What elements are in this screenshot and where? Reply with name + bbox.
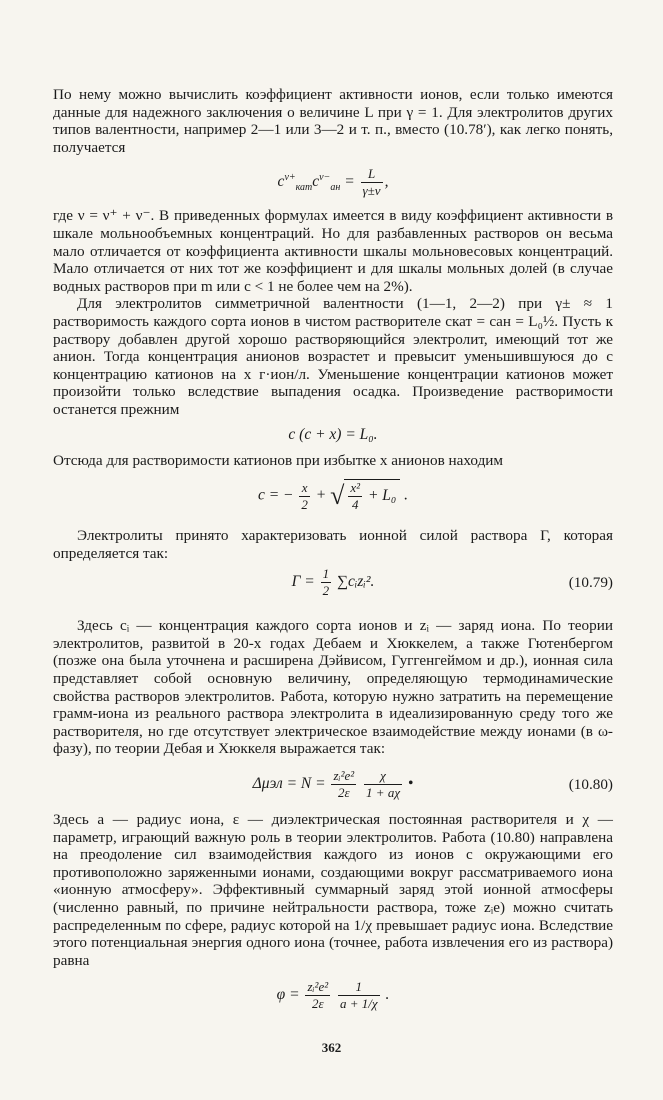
- formula-potential-energy: φ = $\frac{\text{zᵢ²e²}}{2\varepsilon}$ $\frac{1}{a + 1/\chi}$ .: [276, 979, 390, 1012]
- fraction: $\frac{L}{\gamma\pm\nu}$: [362, 166, 381, 199]
- fraction: $\frac{x}{2}$: [301, 479, 308, 512]
- paragraph-6: Здесь cᵢ — концентрация каждого сорта ионов и zᵢ — заряд иона. По теории электролитов, развитой в 20-х годах Дебаем и Хюккелем, а также Гютенбергом (позже она была уточнена и расширена Дэйвисом, Гуггенгеймом и др.), ионная сила представляет собой основную величину, определяющую термодинамические свойства растворов электролитов. Работа, которую нужно затратить на перемещение грамм-иона из реального раствора электролита в идеализированную среду того же растворителя, но где отсутствует электрическое взаимодействие между ионами (в ω-фазу), по теории Дебая и Хюккеля выражается так:: [53, 617, 613, 758]
- formula-cation-solubility: c = − $\frac{x}{2}$ + √ $\frac{\text{x²}}{4}$ + L₀ .: [257, 479, 409, 513]
- radical-sign-icon: √: [330, 481, 345, 511]
- square-root: √ $\frac{\text{x²}}{4}$ + L₀: [330, 479, 400, 513]
- paragraph-1: По нему можно вычислить коэффициент активности ионов, если только имеются данные для надежного заключения о величине L при γ = 1. Для электролитов других типов валентности, например 2—1 или 3—2 и т. п., вместо (10.78′), как легко понять, получается: [53, 86, 613, 156]
- formula-work-debye-huckel: Δμэл = N = $\frac{\text{zᵢ²e²}}{2\varepsilon}$ $\frac{\chi}{1 + a\chi}$ • (10.80): [252, 768, 613, 801]
- equation-number: (10.79): [568, 573, 613, 591]
- formula-ionic-strength: Γ = $\frac{1}{2}$ ∑cᵢzᵢ². (10.79): [291, 566, 613, 599]
- fraction: $\frac{\text{zᵢ²e²}}{2\varepsilon}$: [333, 768, 355, 801]
- fraction: $\frac{1}{2}$: [322, 566, 330, 599]
- paragraph-4: Отсюда для растворимости катионов при избытке x анионов находим: [53, 451, 504, 469]
- fraction: $\frac{\text{x²}}{4}$: [350, 480, 361, 513]
- paragraph-7: Здесь a — радиус иона, ε — диэлектрическая постоянная растворителя и χ — параметр, играющий важную роль в теории электролитов. Работа (10.80) направлена на преодоление сил взаимодействия каждого из ионов с окружающими его противоположно заряженными ионами, создающими вокруг рассматриваемого иона «ионную атмосферу». Эффективный суммарный заряд этой ионной атмосферы (численно равный, по причине нейтральности раствора, тоже zᵢe) можно считать распределенным по сфере, радиус которой на 1/χ превышает радиус иона. Вследствие этого потенциальная энергия одного иона (точнее, работа извлечения его из раствора) равна: [53, 811, 613, 969]
- fraction: $\frac{\chi}{1 + a\chi}$: [366, 768, 401, 801]
- paragraph-5: Электролиты принято характеризовать ионной силой раствора Γ, которая определяется так:: [53, 527, 613, 562]
- formula-solubility-product: $c^{\nu+}_{кат}c^{\nu-}_{ан}$ = $\frac{L}{\gamma\pm\nu}$ ,: [277, 166, 389, 199]
- formula-product: c (c + x) = L₀.: [288, 425, 378, 443]
- equation-number: (10.80): [568, 775, 613, 793]
- page-number: 362: [321, 1040, 342, 1055]
- fraction: $\frac{1}{a + 1/\chi}$: [340, 979, 378, 1012]
- paragraph-3: Для электролитов симметричной валентности (1—1, 2—2) при γ± ≈ 1 растворимость каждого сорта ионов в чистом растворителе cкат = cан = L₀½. Пусть к раствору добавлен другой хорошо растворяющийся электролит, имеющий тот же анион. Тогда концентрация анионов возрастет и превысит уменьшившуюся до c концентрацию катионов на x г·ион/л. Уменьшение концентрации катионов может произойти только вследствие выпадения осадка. Произведение растворимости останется прежним: [53, 295, 613, 418]
- fraction: $\frac{\text{zᵢ²e²}}{2\varepsilon}$: [307, 979, 329, 1012]
- paragraph-2: где ν = ν⁺ + ν⁻. В приведенных формулах имеется в виду коэффициент активности в шкале мольнообъемных концентраций. Но для разбавленных растворов он весьма мало отличается от коэффициента активности шкалы мольновесовых концентраций. Мало отличается от них тот же коэффициент и для шкалы мольных долей (в случае водных растворов при m или c < 1 не более чем на 2%).: [53, 207, 613, 295]
